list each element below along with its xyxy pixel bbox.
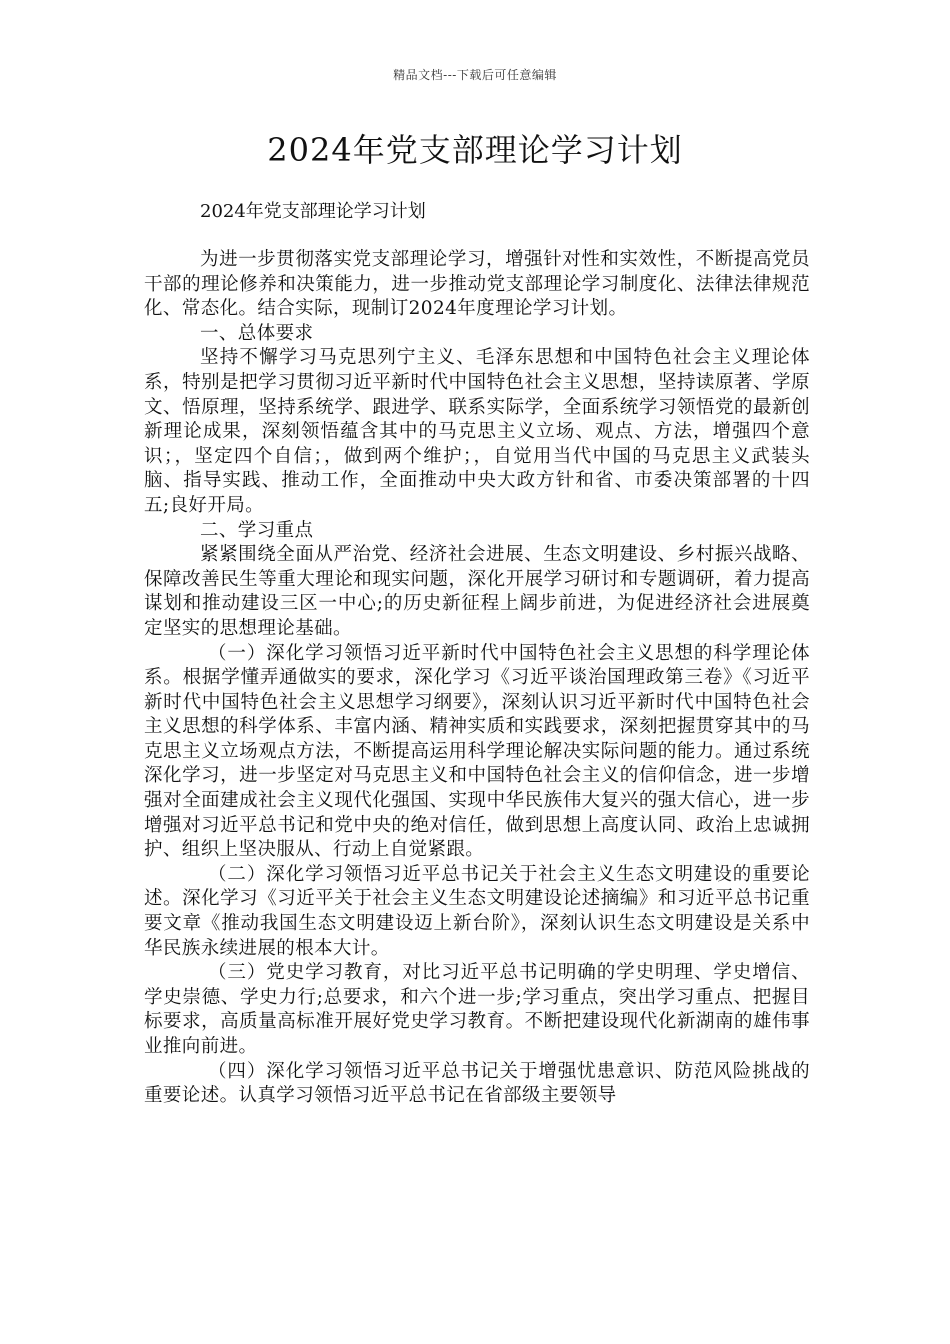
- section-body-general-requirements: 坚持不懈学习马克思列宁主义、毛泽东思想和中国特色社会主义理论体系，特别是把学习贯彻习近平新时代中国特色社会主义思想，坚持读原著、学原文、悟原理，坚持系统学、跟进学、联系实际学，全面系统学习领悟党的最新创新理论成果，深刻领悟蕴含其中的马克思主义立场、观点、方法，增强四个意识；，坚定四个自信；，做到两个维护；，自觉用当代中国的马克思主义武装头脑、指导实践、推动工作，全面推动中央大政方针和省、市委决策部署的十四五;良好开局。: [144, 347, 810, 516]
- study-item-3: （三）党史学习教育，对比习近平总书记明确的学史明理、学史增信、学史崇德、学史力行;总要求，和六个进一步;学习重点，突出学习重点、把握目标要求，高质量高标准开展好党史学习教育。不断把建设现代化新湖南的雄伟事业推向前进。: [144, 962, 810, 1057]
- section-heading-study-focus: 二、学习重点: [200, 519, 314, 541]
- section-body-study-focus: 紧紧围绕全面从严治党、经济社会进展、生态文明建设、乡村振兴战略、保障改善民生等重大理论和现实问题，深化开展学习研讨和专题调研，着力提高谋划和推动建设三区一中心;的历史新征程上阔步前进，为促进经济社会进展奠定坚实的思想理论基础。: [144, 544, 810, 639]
- intro-paragraph: 为进一步贯彻落实党支部理论学习，增强针对性和实效性，不断提高党员干部的理论修养和决策能力，进一步推动党支部理论学习制度化、法律法律规范化、常态化。结合实际，现制订2024年度理论学习计划。: [144, 249, 810, 320]
- study-item-2: （二）深化学习领悟习近平总书记关于社会主义生态文明建设的重要论述。深化学习《习近平关于社会主义生态文明建设论述摘编》和习近平总书记重要文章《推动我国生态文明建设迈上新台阶》，深刻认识生态文明建设是关系中华民族永续进展的根本大计。: [144, 863, 810, 959]
- section-heading-general-requirements: 一、总体要求: [200, 322, 314, 344]
- document-body: [144, 198, 810, 1109]
- study-item-1: （一）深化学习领悟习近平新时代中国特色社会主义思想的科学理论体系。根据学懂弄通做实的要求，深化学习《习近平谈治国理政第三卷》《习近平新时代中国特色社会主义思想学习纲要》，深刻认识习近平新时代中国特色社会主义思想的科学体系、丰富内涵、精神实质和实践要求，深刻把握贯穿其中的马克思主义立场观点方法，不断提高运用科学理论解决实际问题的能力。通过系统深化学习，进一步坚定对马克思主义和中国特色社会主义的信仰信念，进一步增强对全面建成社会主义现代化强国、实现中华民族伟大复兴的强大信心，进一步增强对习近平总书记和党中央的绝对信任，做到思想上高度认同、政治上忠诚拥护、组织上坚决服从、行动上自觉紧跟。: [144, 642, 810, 861]
- header-note: 精品文档---下载后可任意编辑: [393, 68, 557, 82]
- study-item-4: （四）深化学习领悟习近平总书记关于增强忧患意识、防范风险挑战的重要论述。认真学习领悟习近平总书记在省部级主要领导: [144, 1060, 810, 1107]
- document-title: 2024年党支部理论学习计划: [267, 131, 683, 169]
- document-subtitle: 2024年党支部理论学习计划: [200, 201, 426, 222]
